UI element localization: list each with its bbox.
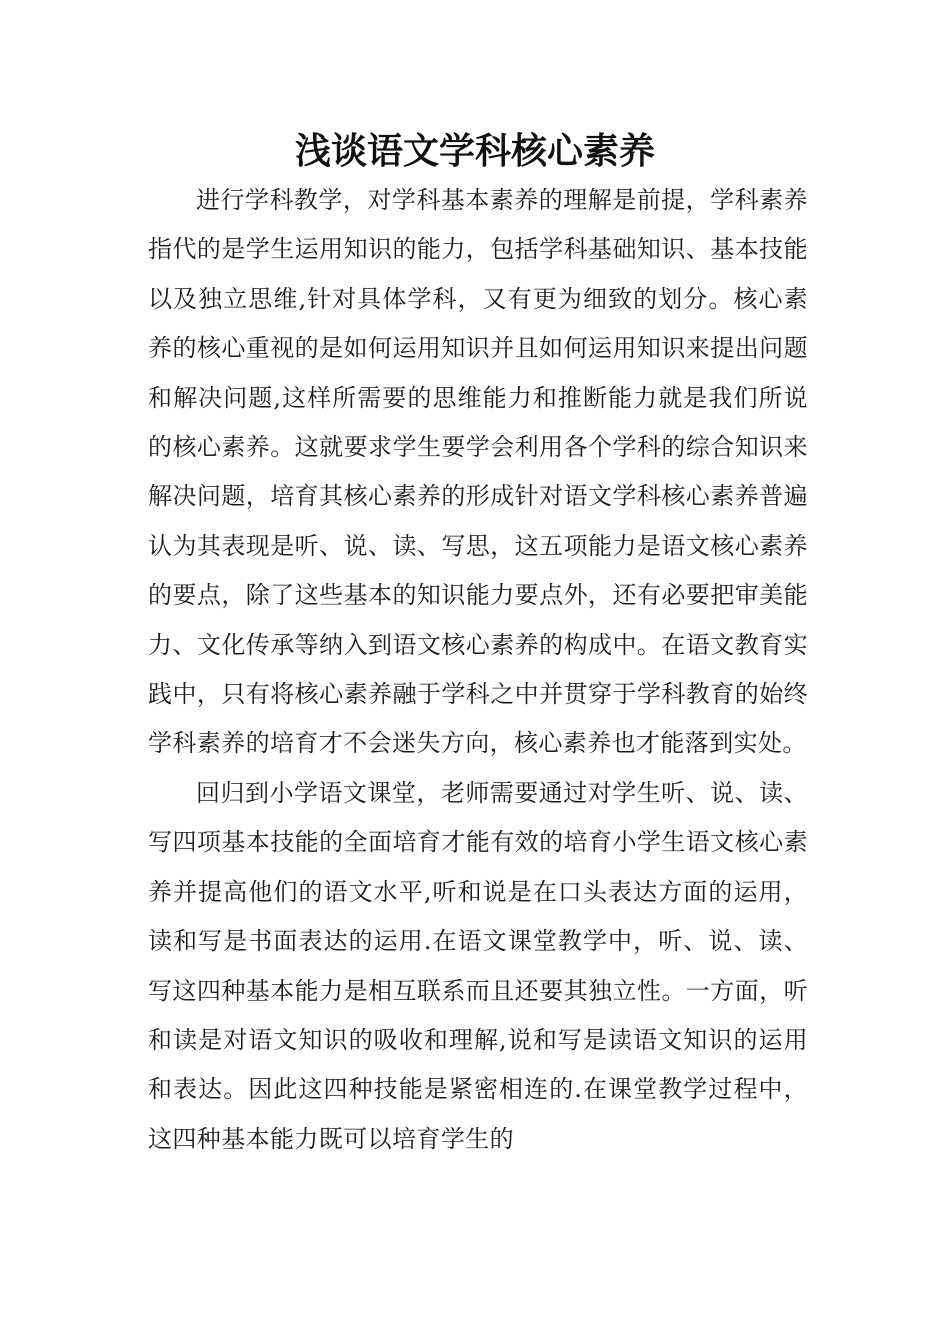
paragraph-2: 回归到小学语文课堂，老师需要通过对学生听、说、读、写四项基本技能的全面培育才能有效的培育小学生语文核心素养并提高他们的语文水平,听和说是在口头表达方面的运用，读和写是书面表达的运用.在语文课堂教学中，听、说、读、写这四种基本能力是相互联系而且还要其独立性。一方面，听和读是对语文知识的吸收和理解,说和写是读语文知识的运用和表达。因此这四种技能是紧密相连的.在课堂教学过程中，这四种基本能力既可以培育学生的 — [148, 778, 808, 1153]
document-title: 浅谈语文学科核心素养 — [294, 131, 655, 172]
paragraph-1: 进行学科教学，对学科基本素养的理解是前提，学科素养指代的是学生运用知识的能力，包括学科基础知识、基本技能以及独立思维,针对具体学科，又有更为细致的划分。核心素养的核心重视的是如何运用知识并且如何运用知识来提出问题和解决问题,这样所需要的思维能力和推断能力就是我们所说的核心素养。这就要求学生要学会利用各个学科的综合知识来解决问题，培育其核心素养的形成针对语文学科核心素养普遍认为其表现是听、说、读、写思，这五项能力是语文核心素养的要点，除了这些基本的知识能力要点外，还有必要把审美能力、文化传承等纳入到语文核心素养的构成中。在语文教育实践中，只有将核心素养融于学科之中并贯穿于学科教育的始终学科素养的培育才不会迷失方向，核心素养也才能落到实处。 — [148, 186, 808, 758]
document-body — [148, 176, 808, 1164]
